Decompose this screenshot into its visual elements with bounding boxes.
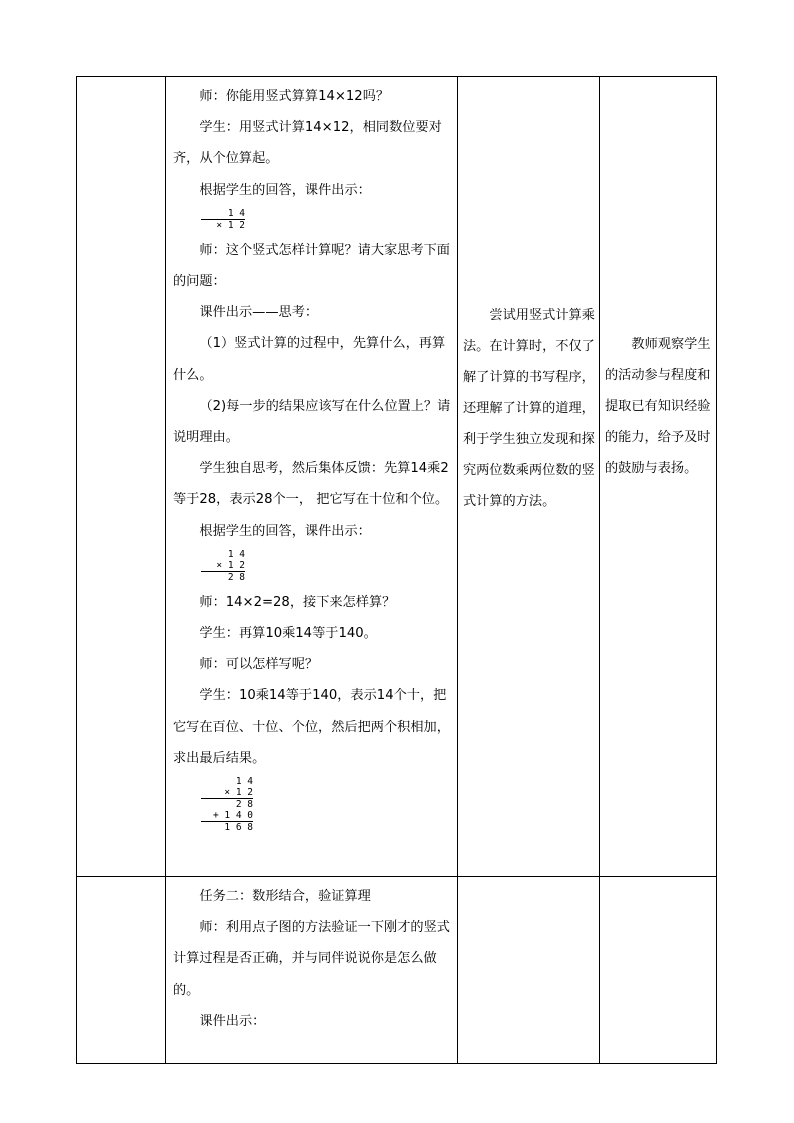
calc-multiplier: × 1 2 xyxy=(216,559,245,571)
intent-cell xyxy=(458,877,600,1064)
calc-partial-1: 2 8 xyxy=(201,798,253,810)
vertical-calc-2 xyxy=(201,549,245,583)
calc-multiplier: × 1 2 xyxy=(201,219,245,231)
calc-multiplier: × 1 2 xyxy=(224,787,253,799)
dialogue-line: 课件出示： xyxy=(199,1013,266,1029)
calc-top: 1 4 xyxy=(227,207,245,219)
evaluation-cell xyxy=(600,77,717,877)
left-cell xyxy=(77,877,166,1064)
lesson-table xyxy=(76,76,717,1064)
dialogue-line: 师：这个竖式怎样计算呢？请大家思考下面的问题： xyxy=(173,242,450,290)
dialogue-line: 根据学生的回答，课件出示： xyxy=(199,182,371,198)
calc-partial-1: 2 8 xyxy=(201,571,245,583)
dialogue-line: 师：可以怎样写呢？ xyxy=(199,657,319,673)
dialogue-line: 学生独自思考，然后集体反馈：先算14乘2等于28，表示28个一， 把它写在十位和个位。 xyxy=(173,461,449,508)
dialogue-line: 师：你能用竖式算算14×12吗？ xyxy=(199,89,390,104)
vertical-calc-3 xyxy=(201,776,253,833)
left-cell xyxy=(77,77,166,877)
table-row xyxy=(77,77,717,877)
dialogue-line: 课件出示——思考： xyxy=(199,305,319,321)
calc-top: 1 4 xyxy=(235,776,253,788)
dialogue-line: 师：14×2=28，接下来怎样算？ xyxy=(199,594,396,610)
question-2: （2)每一步的结果应该写在什么位置上？请说明理由。 xyxy=(173,398,451,446)
intent-cell xyxy=(458,77,600,877)
evaluation-text: 教师观察学生的活动参与程度和提取已有知识经验的能力，给予及时的鼓励与表扬。 xyxy=(605,337,711,476)
task-title: 任务二：数形结合，验证算理 xyxy=(199,889,371,904)
dialogue-line: 学生：再算10乘14等于140。 xyxy=(199,626,377,642)
process-cell xyxy=(166,877,458,1064)
dialogue-line: 师：利用点子图的方法验证一下刚才的竖式计算过程是否正确，并与同伴说说你是怎么做的。 xyxy=(173,920,450,998)
question-1: （1）竖式计算的过程中，先算什么，再算什么。 xyxy=(173,336,446,383)
process-cell xyxy=(166,77,458,877)
calc-top: 1 4 xyxy=(227,548,245,560)
table-row xyxy=(77,877,717,1064)
evaluation-cell xyxy=(600,877,717,1064)
dialogue-line: 学生：10乘14等于140，表示14个十，把它写在百位、十位、个位，然后把两个积相加，求出最后结果。 xyxy=(173,688,450,766)
design-intent: 尝试用竖式计算乘法。在计算时，不仅了解了计算的书写程序，还理解了计算的道理， 利于学生独立发现和探究两位数乘两位数的竖式计算的方法。 xyxy=(463,308,595,509)
dialogue-line: 学生：用竖式计算14×12，相同数位要对齐，从个位算起。 xyxy=(173,120,442,167)
calc-partial-2: + 1 4 0 xyxy=(212,810,253,822)
dialogue-line: 根据学生的回答，课件出示： xyxy=(199,523,371,539)
calc-result: 1 6 8 xyxy=(201,821,253,833)
vertical-calc-1 xyxy=(201,208,245,231)
